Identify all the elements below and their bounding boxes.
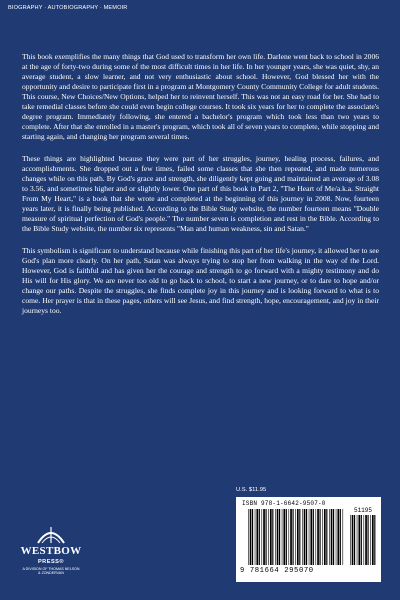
barcode-bar [368,515,369,565]
publisher-name: WESTBOW [20,545,82,557]
barcode-bar [364,515,365,565]
barcode-bar [263,509,265,565]
barcode-bar [293,509,294,565]
publisher-division-line-1: A DIVISION OF THOMAS NELSON [22,567,80,571]
isbn-digits: 9 781664 295070 [240,567,314,575]
blurb-paragraph-1: This book exemplifies the many things that God used to transform her own life. Darlene went back to school in 2006 at the age of forty-two during some of the most difficult times in her life. In her younger years, she was quiet, shy, an average student, a slow learner, and not very enthusiastic about school. However, God blessed her with the opportunity and desire to participate first in a program at Montgomery County Community College for adult students. This course, New Choices/New Options, helped her to reinvent herself. This was not an easy road for her. She had to take remedial classes before she could even begin college courses. It took six years for her to complete the associate's degree program. Immediately following, she entered a bachelor's program which took less than two years to complete. After that she enrolled in a master's program, which took all of seven years to complete, while stopping and starting again, and changing her program several times. [22,52,379,141]
barcode-bar [324,509,326,565]
barcode-bar [275,509,276,565]
barcode-bar [320,509,321,565]
barcode-bar [255,509,256,565]
barcode-bar [331,509,333,565]
barcode-bar [299,509,300,565]
barcode-bar [326,509,327,565]
blurb-paragraph-3: This symbolism is significant to understand because while finishing this part of her life's journey, it allowed her to see God's plan more clearly. On her path, Satan was always trying to stop her from walking in the way of the Lord. However, God is faithful and has given her the courage and strength to go forward with a mighty testimony and do His will for His glory. We are never too old to go back to school, to start a new journey, or to dare to hope and/or change our paths. Despite the struggles, she finds complete joy in this journey and is looking forward to what is to come. Her prayer is that in these pages, others will see Jesus, and find strength, hope, encouragement, and joy in their journeys too. [22,246,379,315]
barcode-bar [302,509,303,565]
barcode-bar [289,509,290,565]
barcode-bar [279,509,280,565]
publisher-division [16,567,86,575]
blurb-paragraph-2: These things are highlighted because they were part of her struggles, journey, healing process, failures, and accomplishments. She dropped out a few times, failed some classes that she then repeated, and made numerous changes while on this path. By God's grace and strength, she diligently kept going and maintained an average of 3.08 to 3.56, and sometimes higher and or slightly lower. One part of this book in Part 2, "The Heart of Me/a.k.a. Straight From My Heart," is a book that she wrote and completed at the beginning of this journey in 2008. Now, fourteen years later, it is finally being published. According to the Bible Study website, the number fourteen means "Double measure of spiritual perfection of God's people." The number seven is completion and rest in the Bible. According to the Bible Study website, the number six represents "Man and human weakness, sin and Satan." [22,154,379,233]
barcode-bar [262,509,263,565]
barcode-bar [268,509,269,565]
barcode-bar [317,509,319,565]
publisher-division-line-2: & ZONDERVAN [38,571,64,576]
barcode-bar [343,509,344,565]
barcode-bar [304,509,306,565]
barcode-main-bars [248,509,344,565]
barcode-bar [306,509,307,565]
barcode-bar [313,509,314,565]
barcode-bar [256,509,258,565]
category-label: BIOGRAPHY · AUTOBIOGRAPHY · MEMOIR [8,5,128,11]
barcode-bar [290,509,292,565]
barcode-bar [357,515,358,565]
barcode-bar [277,509,279,565]
barcode-bar [310,509,312,565]
barcode-bar [361,515,362,565]
barcode-bar [365,515,367,565]
barcode-bar [270,509,272,565]
barcode-bar [374,515,375,565]
bow-icon [36,525,66,545]
barcode-bar [354,515,355,565]
barcode-bar [350,515,351,565]
publisher-press: PRESS® [37,559,65,565]
barcode-bar [248,509,249,565]
barcode-bar [337,509,339,565]
barcode-bar [336,509,337,565]
isbn-barcode [236,497,381,582]
barcode-bar [250,509,252,565]
barcode-bar [329,509,330,565]
barcode-bar [259,509,260,565]
barcode-bar [297,509,299,565]
barcode-bar [358,515,360,565]
barcode-bar [370,515,371,565]
barcode-bar [283,509,285,565]
barcode-bar [272,509,273,565]
barcode-bar [295,509,296,565]
isbn-addon-number: 51195 [353,507,372,514]
barcode-bar [372,515,374,565]
isbn-text: ISBN 978-1-6642-9507-0 [242,500,326,507]
price-label: U.S. $11.95 [236,487,267,493]
barcode-bar [340,509,341,565]
barcode-bar [282,509,283,565]
blurb [22,52,379,328]
publisher-logo [16,525,86,591]
barcode-addon-bars [350,515,376,565]
barcode-bar [252,509,253,565]
barcode-bar [352,515,354,565]
barcode-bar [286,509,287,565]
barcode-bar [322,509,323,565]
barcode-bar [316,509,317,565]
barcode-bar [266,509,267,565]
barcode-bar [333,509,334,565]
barcode-bar [309,509,310,565]
